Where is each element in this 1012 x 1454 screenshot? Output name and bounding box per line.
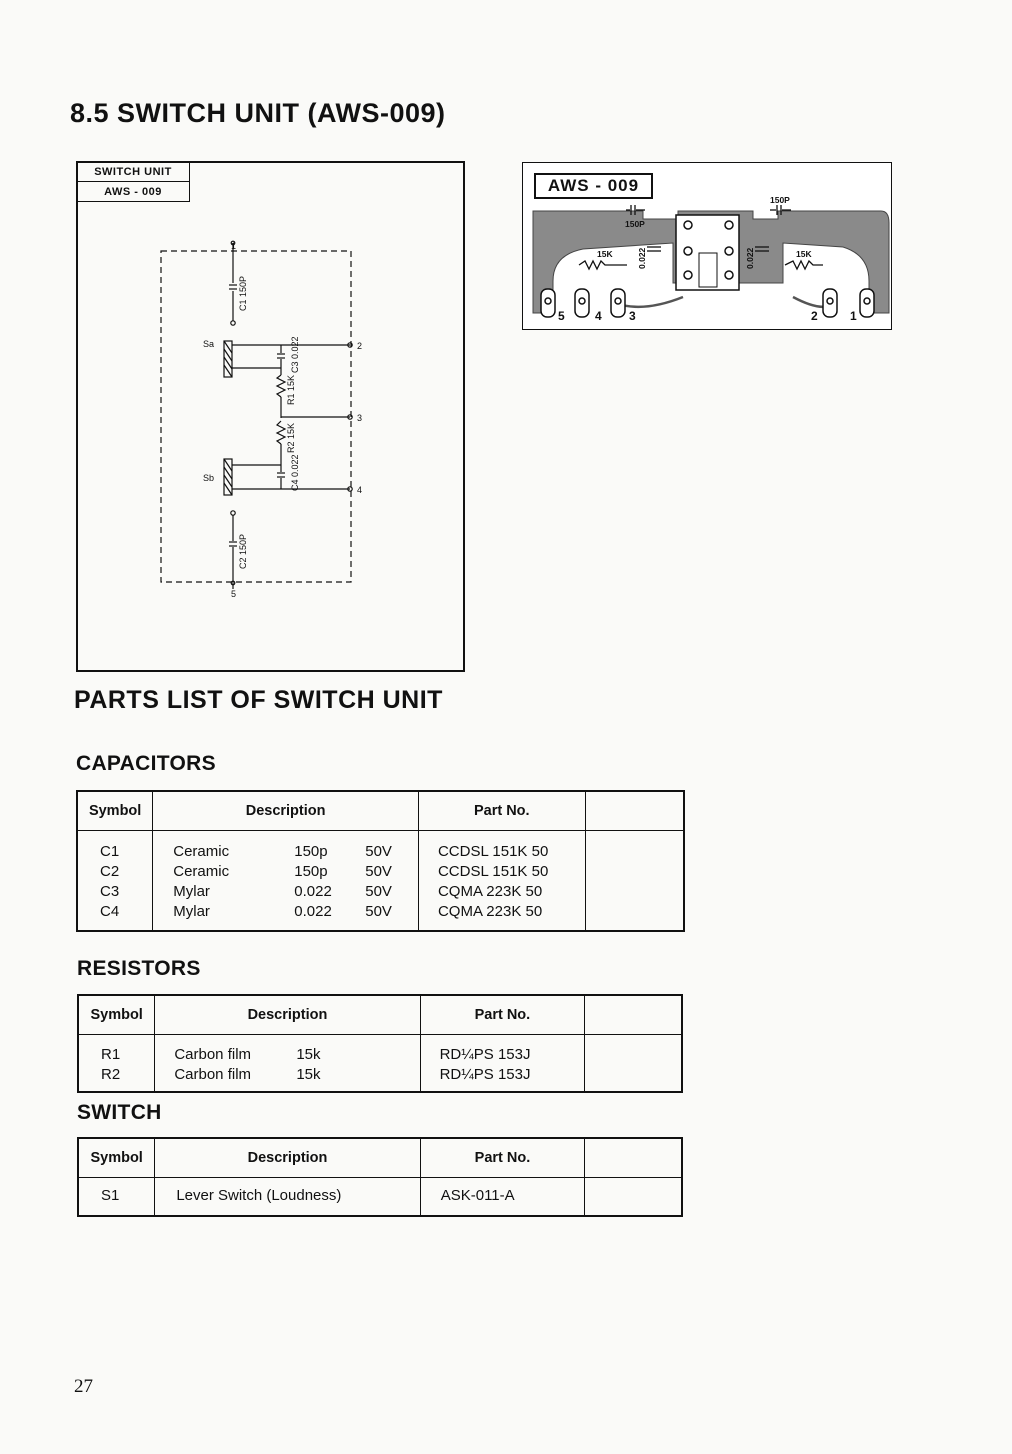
- cap-value: 150p: [294, 863, 328, 880]
- parts-list-title: PARTS LIST OF SWITCH UNIT: [74, 686, 443, 714]
- pcb-r-right-label: 15K: [796, 249, 812, 259]
- node-5-label: 5: [231, 589, 237, 599]
- table-row-desc: [173, 862, 418, 882]
- table-row-desc: [173, 842, 418, 862]
- cap-voltage: 50V: [365, 903, 392, 920]
- r1-label: R1 15K: [286, 374, 296, 405]
- cap-type: Mylar: [173, 903, 210, 920]
- pcb-tag: AWS - 009: [534, 173, 653, 199]
- resistors-title: RESISTORS: [77, 957, 201, 980]
- table-row-symbol: R1: [101, 1046, 121, 1063]
- pcb-terminal-2: 2: [811, 309, 818, 323]
- pcb-cap-right-label: 0.022: [745, 247, 755, 269]
- col-description: Description: [155, 995, 420, 1035]
- c2-label: C2 150P: [238, 533, 248, 569]
- col-blank: [585, 791, 684, 831]
- node-2-label: 2: [357, 341, 363, 351]
- res-type: Carbon film: [174, 1066, 252, 1083]
- node-3-label: 3: [357, 413, 363, 423]
- resistors-table: [77, 994, 683, 1093]
- schematic-tag-model: AWS - 009: [76, 181, 190, 202]
- table-row-part: CQMA 223K 50: [437, 903, 543, 920]
- cap-value: 0.022: [294, 883, 332, 900]
- col-part-no: Part No.: [420, 1138, 584, 1178]
- pcb-r-left-label: 15K: [597, 249, 613, 259]
- pcb-terminal-1: 1: [850, 309, 857, 323]
- res-type: Carbon film: [174, 1046, 252, 1063]
- sa-label: Sa: [203, 339, 215, 349]
- switch-table: [77, 1137, 683, 1217]
- table-row-desc: Lever Switch (Loudness): [176, 1187, 342, 1205]
- col-blank: [585, 995, 682, 1035]
- pcb-terminal-4: 4: [595, 309, 602, 323]
- r2-label: R2 15K: [286, 422, 296, 453]
- cap-type: Ceramic: [173, 863, 230, 880]
- pcb-cap-left-label: 0.022: [637, 247, 647, 269]
- c4-label: C4 0.022: [290, 454, 300, 491]
- table-row-symbol: S1: [101, 1187, 120, 1205]
- section-title: 8.5 SWITCH UNIT (AWS-009): [70, 98, 446, 128]
- col-symbol: Symbol: [78, 1138, 155, 1178]
- col-description: Description: [153, 791, 419, 831]
- sb-label: Sb: [203, 473, 215, 483]
- pcb-layout: [522, 162, 892, 330]
- col-symbol: Symbol: [78, 995, 155, 1035]
- res-value: 15k: [296, 1066, 321, 1083]
- pcb-c-right-label: 150P: [770, 195, 790, 205]
- table-row-desc: [174, 1045, 419, 1065]
- table-row-symbol: C2: [100, 863, 120, 880]
- cap-value: 0.022: [294, 903, 332, 920]
- pcb-terminal-5: 5: [558, 309, 565, 323]
- table-row-part: ASK-011-A: [440, 1187, 515, 1205]
- table-row-desc: [173, 902, 418, 922]
- node-1-label: 1: [231, 241, 237, 251]
- table-row-part: RD¼PS 153J: [439, 1046, 531, 1063]
- c1-label: C1 150P: [238, 275, 248, 311]
- node-4-label: 4: [357, 485, 363, 495]
- cap-type: Mylar: [173, 883, 210, 900]
- cap-voltage: 50V: [365, 883, 392, 900]
- cap-value: 150p: [294, 843, 328, 860]
- capacitors-table: [76, 790, 685, 932]
- col-blank: [585, 1138, 682, 1178]
- res-value: 15k: [296, 1046, 321, 1063]
- c3-label: C3 0.022: [290, 336, 300, 373]
- page-number: 27: [74, 1376, 93, 1397]
- table-row-desc: [173, 882, 418, 902]
- col-part-no: Part No.: [420, 995, 585, 1035]
- table-row-desc: [174, 1065, 419, 1085]
- pcb-terminal-3: 3: [629, 309, 636, 323]
- cap-voltage: 50V: [365, 863, 392, 880]
- schematic-tag-title: SWITCH UNIT: [76, 161, 190, 182]
- schematic-drawing: [78, 163, 467, 674]
- table-row-part: CQMA 223K 50: [437, 883, 543, 900]
- capacitors-title: CAPACITORS: [76, 752, 216, 775]
- table-row-part: CCDSL 151K 50: [437, 843, 549, 860]
- table-row-symbol: C4: [100, 903, 120, 920]
- table-row-symbol: C1: [100, 843, 120, 860]
- table-row-symbol: R2: [101, 1066, 121, 1083]
- cap-voltage: 50V: [365, 843, 392, 860]
- col-part-no: Part No.: [418, 791, 585, 831]
- table-row-part: RD¼PS 153J: [439, 1066, 531, 1083]
- schematic-diagram: [76, 161, 465, 672]
- switch-title: SWITCH: [77, 1101, 162, 1124]
- pcb-c-left-label: 150P: [625, 219, 645, 229]
- col-symbol: Symbol: [77, 791, 153, 831]
- table-row-part: CCDSL 151K 50: [437, 863, 549, 880]
- col-description: Description: [155, 1138, 420, 1178]
- table-row-symbol: C3: [100, 883, 120, 900]
- cap-type: Ceramic: [173, 843, 230, 860]
